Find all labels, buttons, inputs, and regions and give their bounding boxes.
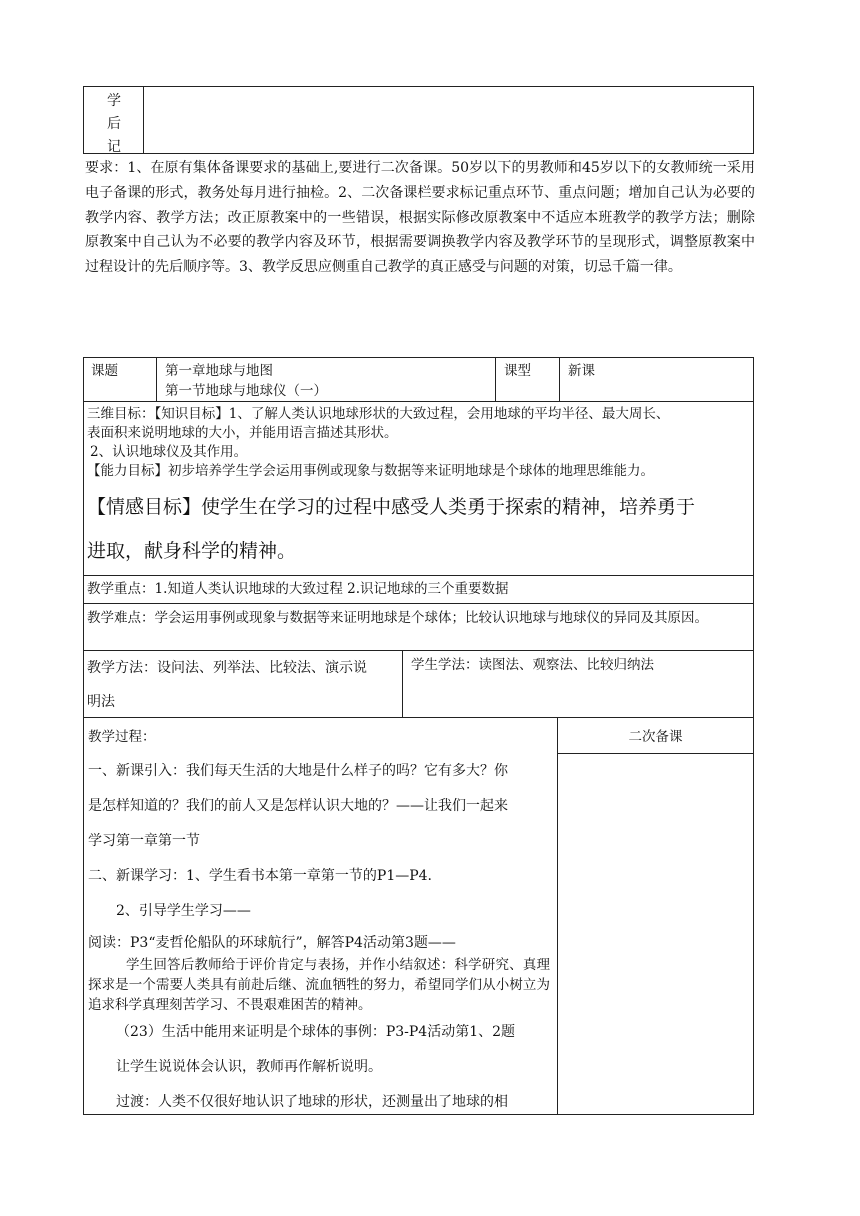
second-prep-label: 二次备课 bbox=[628, 729, 683, 745]
teaching-method-line1: 教学方法：设问法、列举法、比较法、演示说 bbox=[87, 660, 367, 676]
topic-line2: 第一节地球与地球仪（一） bbox=[165, 383, 327, 399]
key-points-row bbox=[83, 575, 754, 604]
type-value: 新课 bbox=[568, 363, 595, 379]
goals-row bbox=[83, 401, 754, 576]
key-points-text: 教学重点：1.知道人类认识地球的大致过程 2.识记地球的三个重要数据 bbox=[87, 581, 509, 597]
methods-row bbox=[83, 650, 754, 718]
type-label: 课型 bbox=[504, 363, 531, 379]
process-intro-line1: 一、新课引入：我们每天生活的大地是什么样子的吗？它有多大？你 bbox=[88, 763, 508, 779]
difficult-points-row bbox=[83, 603, 754, 651]
goals-line4: 【能力目标】初步培养学生学会运用事例或现象与数据等来证明地球是个球体的地理思维能力。 bbox=[87, 463, 654, 479]
goals-line3: 2、认识地球仪及其作用。 bbox=[90, 444, 248, 460]
process-explain: 让学生说说体会认识，教师再作解析说明。 bbox=[116, 1059, 382, 1075]
process-section bbox=[83, 717, 754, 1115]
afterclass-label-char: 后 bbox=[107, 116, 121, 132]
process-summary: 学生回答后教师给于评价肯定与表扬，并作小结叙述：科学研究、真理探求是一个需要人类具有前赴后继、流血牺牲的努力，希望同学们从小树立为追求科学真理刻苦学习、不畏艰难困苦的精神。 bbox=[88, 957, 550, 1013]
process-label: 教学过程： bbox=[88, 729, 156, 745]
topic-row bbox=[83, 357, 754, 402]
emotion-goal-line1: 【情感目标】使学生在学习的过程中感受人类勇于探索的精神，培养勇于 bbox=[87, 496, 696, 518]
process-transition: 过渡：人类不仅很好地认识了地球的形状，还测量出了地球的相 bbox=[116, 1094, 508, 1110]
process-guide: 2、引导学生学习—— bbox=[116, 903, 251, 919]
emotion-goal-line2: 进取，献身科学的精神。 bbox=[87, 540, 297, 562]
process-examples: （23）生活中能用来证明是个球体的事例：P3-P4活动第1、2题 bbox=[116, 1024, 516, 1040]
second-prep-column-divider bbox=[557, 717, 558, 1115]
difficult-points-text: 教学难点：学会运用事例或现象与数据等来证明地球是个球体；比较认识地球与地球仪的异同及其原因。 bbox=[87, 610, 708, 626]
process-intro-line3: 学习第一章第一节 bbox=[88, 833, 200, 849]
process-intro-line2: 是怎样知道的？我们的前人又是怎样认识大地的？——让我们一起来 bbox=[88, 798, 508, 814]
teaching-method-line2: 明法 bbox=[87, 694, 115, 710]
study-method-text: 学生学法：读图法、观察法、比较归纳法 bbox=[411, 657, 654, 673]
afterclass-label-char: 记 bbox=[107, 139, 121, 155]
goals-line2: 表面积来说明地球的大小，并能用语言描述其形状。 bbox=[87, 425, 398, 441]
afterclass-table bbox=[83, 86, 754, 154]
goals-line1: 三维目标：【知识目标】1、了解人类认识地球形状的大致过程，会用地球的平均半径、最大周长、 bbox=[87, 406, 670, 422]
requirements-paragraph: 要求：1、在原有集体备课要求的基础上,要进行二次备课。50岁以下的男教师和45岁以下的女教师统一采用电子备课的形式，教务处每月进行抽检。2、二次备课栏要求标记重点环节、重点问题；增加自己认为必要的教学内容、教学方法；改正原教案中的一些错误，根据实际修改原教案中不适应本班教学的教学方法；删除原教案中自己认为不必要的教学内容及环节，根据需要调换教学内容及教学环节的呈现形式，调整原教案中过程设计的先后顺序等。3、教学反思应侧重自己教学的真正感受与问题的对策，切忌千篇一律。 bbox=[85, 160, 755, 276]
topic-line1: 第一章地球与地图 bbox=[165, 363, 273, 379]
topic-label: 课题 bbox=[91, 363, 118, 379]
afterclass-label-char: 学 bbox=[107, 93, 121, 109]
process-new-lesson: 二、新课学习：1、学生看书本第一章第一节的P1—P4. bbox=[88, 868, 433, 884]
process-reading: 阅读：P3“麦哲伦船队的环球航行”，解答P4活动第3题—— bbox=[88, 935, 456, 951]
